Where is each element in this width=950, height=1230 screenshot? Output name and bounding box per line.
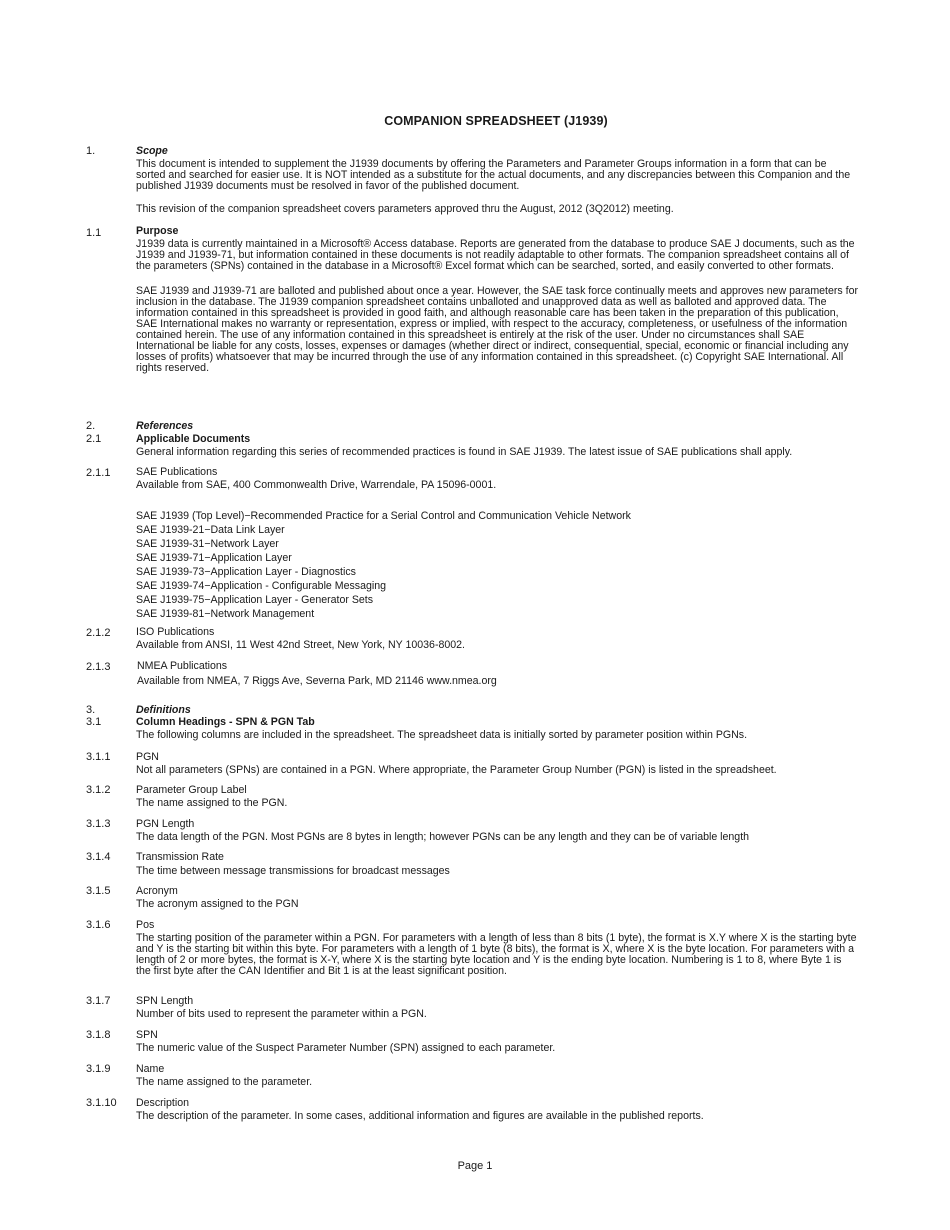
- section-heading: Transmission Rate: [136, 851, 224, 863]
- paragraph: The acronym assigned to the PGN: [136, 898, 299, 910]
- list-item: SAE J1939-74−Application - Configurable Messaging: [136, 580, 386, 592]
- section-number: 2.1.3: [86, 661, 111, 673]
- section-body: [136, 433, 858, 458]
- paragraph: The name assigned to the parameter.: [136, 1076, 313, 1088]
- section-number: 3.: [86, 704, 96, 716]
- publication-list: [136, 509, 858, 621]
- section-number: 1.1: [86, 227, 102, 239]
- section-heading: SAE Publications: [136, 466, 218, 478]
- section-heading: Column Headings - SPN & PGN Tab: [136, 716, 315, 728]
- section-heading: Description: [136, 1097, 189, 1109]
- section-body: [136, 716, 858, 741]
- section-heading: References: [136, 420, 194, 432]
- section-body: [136, 1063, 858, 1088]
- section-number: 3.1.8: [86, 1029, 111, 1041]
- section-number: 3.1.1: [86, 751, 111, 763]
- section-body: [136, 466, 858, 621]
- paragraph: Available from ANSI, 11 West 42nd Street, New York, NY 10036-8002.: [136, 639, 465, 651]
- section-number: 2.: [86, 420, 96, 432]
- paragraph: The numeric value of the Suspect Parameter Number (SPN) assigned to each parameter.: [136, 1042, 556, 1054]
- section-heading: PGN: [136, 751, 159, 763]
- section-heading: Definitions: [136, 704, 191, 716]
- section-heading: Applicable Documents: [136, 433, 251, 445]
- document-title: COMPANION SPREADSHEET (J1939): [384, 114, 608, 128]
- paragraph: The description of the parameter. In some cases, additional information and figures are available in the published reports.: [136, 1110, 704, 1122]
- section-number: 3.1.5: [86, 885, 111, 897]
- section-body: [136, 784, 858, 809]
- section-number: 3.1.7: [86, 995, 111, 1007]
- section-body: [136, 885, 858, 910]
- paragraph: The following columns are included in the spreadsheet. The spreadsheet data is initially sorted by parameter position within PGNs.: [136, 729, 748, 741]
- page-number: Page 1: [457, 1160, 493, 1172]
- list-item: SAE J1939-71−Application Layer: [136, 552, 292, 564]
- paragraph: Available from NMEA, 7 Riggs Ave, Severna Park, MD 21146 www.nmea.org: [137, 675, 497, 687]
- section-heading: ISO Publications: [136, 626, 215, 638]
- section-number: 3.1.4: [86, 851, 111, 863]
- list-item: SAE J1939-81−Network Management: [136, 608, 315, 620]
- paragraph: Available from SAE, 400 Commonwealth Drive, Warrendale, PA 15096-0001.: [136, 479, 497, 491]
- section-body: [136, 995, 858, 1020]
- list-item: SAE J1939-75−Application Layer - Generator Sets: [136, 594, 374, 606]
- section-number: 3.1.10: [86, 1097, 117, 1109]
- section-number: 2.1: [86, 433, 102, 445]
- section-heading: Name: [136, 1063, 165, 1075]
- section-heading: SPN Length: [136, 995, 194, 1007]
- section-body: [136, 751, 858, 776]
- section-number: 3.1.3: [86, 818, 111, 830]
- section-number: 3.1.6: [86, 919, 111, 931]
- section-body: [136, 626, 858, 651]
- section-number: 2.1.2: [86, 627, 111, 639]
- paragraph: The data length of the PGN. Most PGNs are 8 bytes in length; however PGNs can be any length and they can be of variable length: [136, 831, 750, 843]
- paragraph: The time between message transmissions for broadcast messages: [136, 865, 450, 877]
- paragraph: Not all parameters (SPNs) are contained in a PGN. Where appropriate, the Parameter Group Number (PGN) is listed in the spreadsheet.: [136, 764, 777, 776]
- list-item: SAE J1939-21−Data Link Layer: [136, 524, 285, 536]
- section-number: 3.1.9: [86, 1063, 111, 1075]
- paragraph: The name assigned to the PGN.: [136, 797, 288, 809]
- section-heading: Parameter Group Label: [136, 784, 247, 796]
- section-heading: Acronym: [136, 885, 178, 897]
- section-number: 1.: [86, 145, 96, 157]
- section-heading: PGN Length: [136, 818, 195, 830]
- paragraph: SAE J1939 and J1939-71 are balloted and published about once a year. However, the SAE task force continually meets and approves new parameters for inclusion in the database. The J1939 companion spreadsheet contains unballoted and unapproved data as well as balloted and approved data. The information contained in this spreadsheet is provided in good faith, and although reasonable care has been taken in the preparation of this publication, SAE International makes no warranty or representation, express or implied, with respect to the accuracy, completeness, or usefulness of the information contained herein. The use of any information contained in this spreadsheet is entirely at the risk of the user. Under no circumstances shall SAE International be liable for any costs, losses, expenses or damages (whether direct or indirect, consequential, special, economic or financial including any losses of profits) whatsoever that may be incurred through the use of any information contained in this spreadsheet. (c) Copyright SAE International. All rights reserved.: [136, 285, 858, 374]
- paragraph: The starting position of the parameter within a PGN. For parameters with a length of less than 8 bits (1 byte), the format is X.Y where X is the starting byte and Y is the starting bit within this byte. For parameters with a length of 1 byte (8 bits), the format is X, where X is the byte location. For parameters with a length of 2 or more bytes, the format is X-Y, where X is the starting byte location and Y is the ending byte location. Numbering is 1 to 8, where Byte 1 is the first byte after the CAN Identifier and Bit 1 is at the least significant position.: [136, 932, 857, 977]
- section-body: [136, 1097, 858, 1122]
- section-body: [136, 1029, 858, 1054]
- section-body: [136, 225, 858, 374]
- section-heading: Pos: [136, 919, 155, 931]
- section-heading: NMEA Publications: [137, 660, 228, 672]
- section-body: [136, 851, 858, 877]
- section-number: 3.1: [86, 716, 102, 728]
- section-body: [136, 420, 858, 434]
- section-heading: SPN: [136, 1029, 158, 1041]
- section-heading: Purpose: [136, 225, 179, 237]
- section-number: 3.1.2: [86, 784, 111, 796]
- list-item: SAE J1939-73−Application Layer - Diagnostics: [136, 566, 356, 578]
- paragraph: General information regarding this series of recommended practices is found in SAE J1939. The latest issue of SAE publications shall apply.: [136, 446, 793, 458]
- section-body: [136, 818, 858, 843]
- section-body: [136, 145, 858, 215]
- section-heading: Scope: [136, 145, 168, 157]
- section-body: [137, 660, 859, 687]
- list-item: SAE J1939-31−Network Layer: [136, 538, 279, 550]
- paragraph: Number of bits used to represent the parameter within a PGN.: [136, 1008, 427, 1020]
- section-body: [136, 919, 858, 977]
- paragraph: This revision of the companion spreadsheet covers parameters approved thru the August, 2012 (3Q2012) meeting.: [136, 203, 674, 215]
- paragraph: This document is intended to supplement the J1939 documents by offering the Parameters and Parameter Groups information in a form that can be sorted and searched for easier use. It is NOT intended as a substitute for the actual documents, and any discrepancies between this Companion and the published J1939 documents must be resolved in favor of the published document.: [136, 158, 851, 192]
- section-number: 2.1.1: [86, 467, 111, 479]
- paragraph: J1939 data is currently maintained in a Microsoft® Access database. Reports are generated from the database to produce SAE J documents, such as the J1939 and J1939-71, but information contained in these documents is not readily adaptable to other formats. The companion spreadsheet contains all of the parameters (SPNs) contained in the database in a Microsoft® Excel format which can be searched, sorted, and easily converted to other formats.: [136, 238, 855, 272]
- list-item: SAE J1939 (Top Level)−Recommended Practice for a Serial Control and Communication Vehicle Network: [136, 510, 631, 522]
